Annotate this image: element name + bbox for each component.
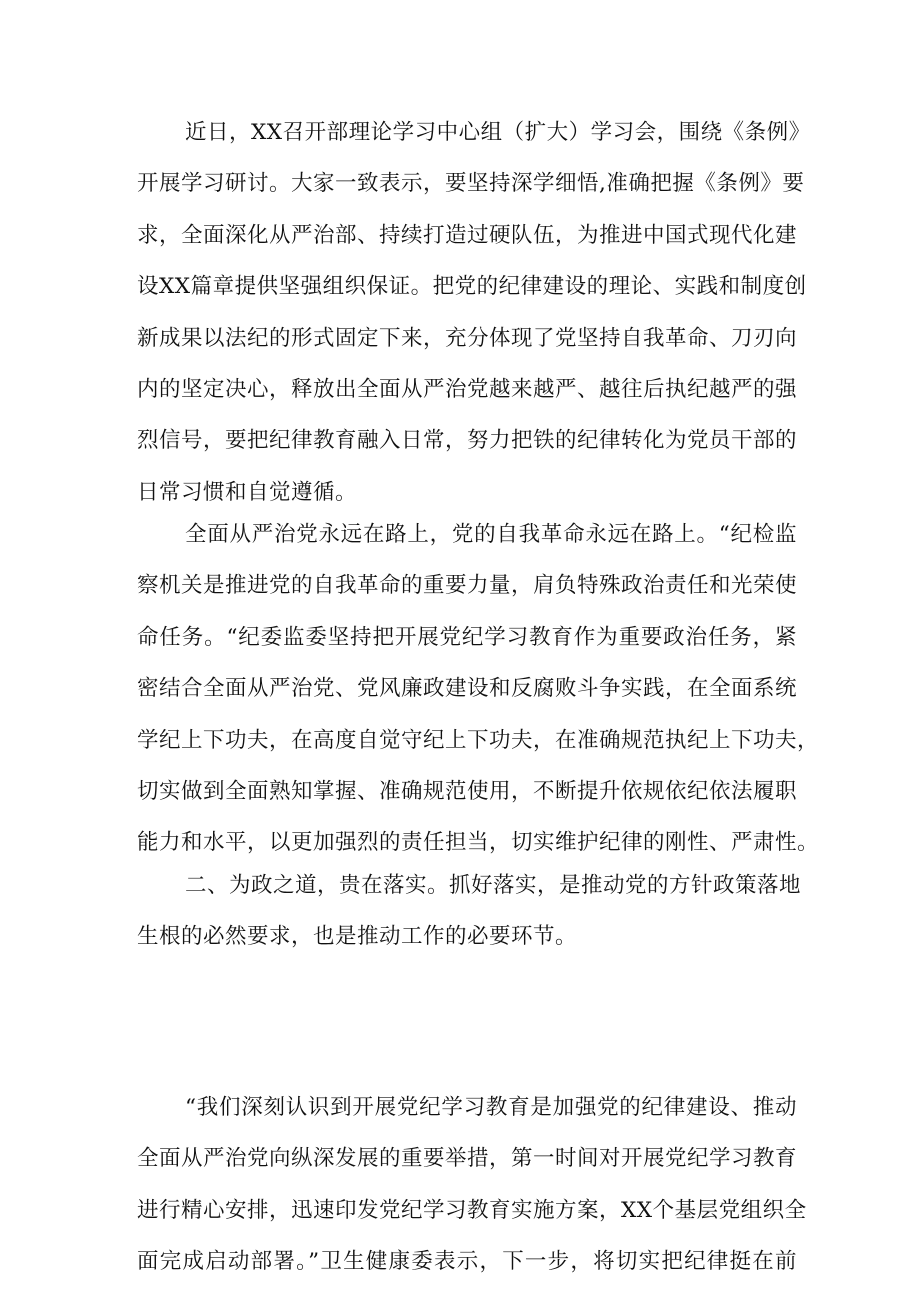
- paragraph-2: [137, 509, 820, 869]
- text-line: 命任务。“纪委监委坚持把开展党纪学习教育作为重要政治任务，紧: [137, 624, 797, 650]
- paragraph-4: [137, 1082, 807, 1288]
- text-line: 开展学习研讨。大家一致表示，要坚持深学细悟,准确把握《条例》要: [137, 171, 805, 197]
- paragraph-1: [137, 107, 811, 518]
- text-line: 设XX篇章提供坚强组织保证。把党的纪律建设的理论、实践和制度创: [137, 274, 807, 300]
- text-line: 全面从严治党永远在路上，党的自我革命永远在路上。“纪检监: [185, 522, 797, 547]
- text-line: 全面从严治党向纵深发展的重要举措，第一时间对开展党纪学习教育: [137, 1146, 798, 1172]
- text-line: 二、为政之道，贵在落实。抓好落实，是推动党的方针政策落地: [185, 873, 802, 898]
- text-line: “我们深刻认识到开展党纪学习教育是加强党的纪律建设、推动: [185, 1095, 797, 1120]
- text-line: 密结合全面从严治党、党风廉政建设和反腐败斗争实践，在全面系统: [137, 676, 798, 702]
- text-line: 内的坚定决心，释放出全面从严治党越来越严、越往后执纪越严的强: [137, 376, 798, 402]
- text-line: 新成果以法纪的形式固定下来，充分体现了党坚持自我革命、刀刃向: [137, 325, 798, 351]
- text-line: 察机关是推进党的自我革命的重要力量，肩负特殊政治责任和光荣使: [137, 573, 798, 599]
- text-line: 学纪上下功夫，在高度自觉守纪上下功夫，在准确规范执纪上下功夫，: [137, 727, 820, 753]
- text-line: 求，全面深化从严治部、持续打造过硬队伍，为推进中国式现代化建: [137, 222, 798, 248]
- text-line: 日常习惯和自觉遵循。: [137, 479, 358, 505]
- text-line: 面完成启动部署。”卫生健康委表示，下一步，将切实把纪律挺在前: [137, 1249, 797, 1275]
- text-line: 切实做到全面熟知掌握、准确规范使用，不断提升依规依纪依法履职: [137, 778, 798, 804]
- text-line: 进行精心安排，迅速印发党纪学习教育实施方案，XX个基层党组织全: [137, 1197, 807, 1223]
- text-line: 近日，XX召开部理论学习中心组（扩大）学习会，围绕《条例》: [185, 120, 811, 145]
- text-line: 生根的必然要求，也是推动工作的必要环节。: [137, 924, 578, 950]
- paragraph-3: [137, 860, 802, 963]
- text-line: 烈信号，要把纪律教育融入日常，努力把铁的纪律转化为党员干部的: [137, 428, 798, 454]
- text-line: 能力和水平，以更加强烈的责任担当，切实维护纪律的刚性、严肃性。: [137, 830, 820, 856]
